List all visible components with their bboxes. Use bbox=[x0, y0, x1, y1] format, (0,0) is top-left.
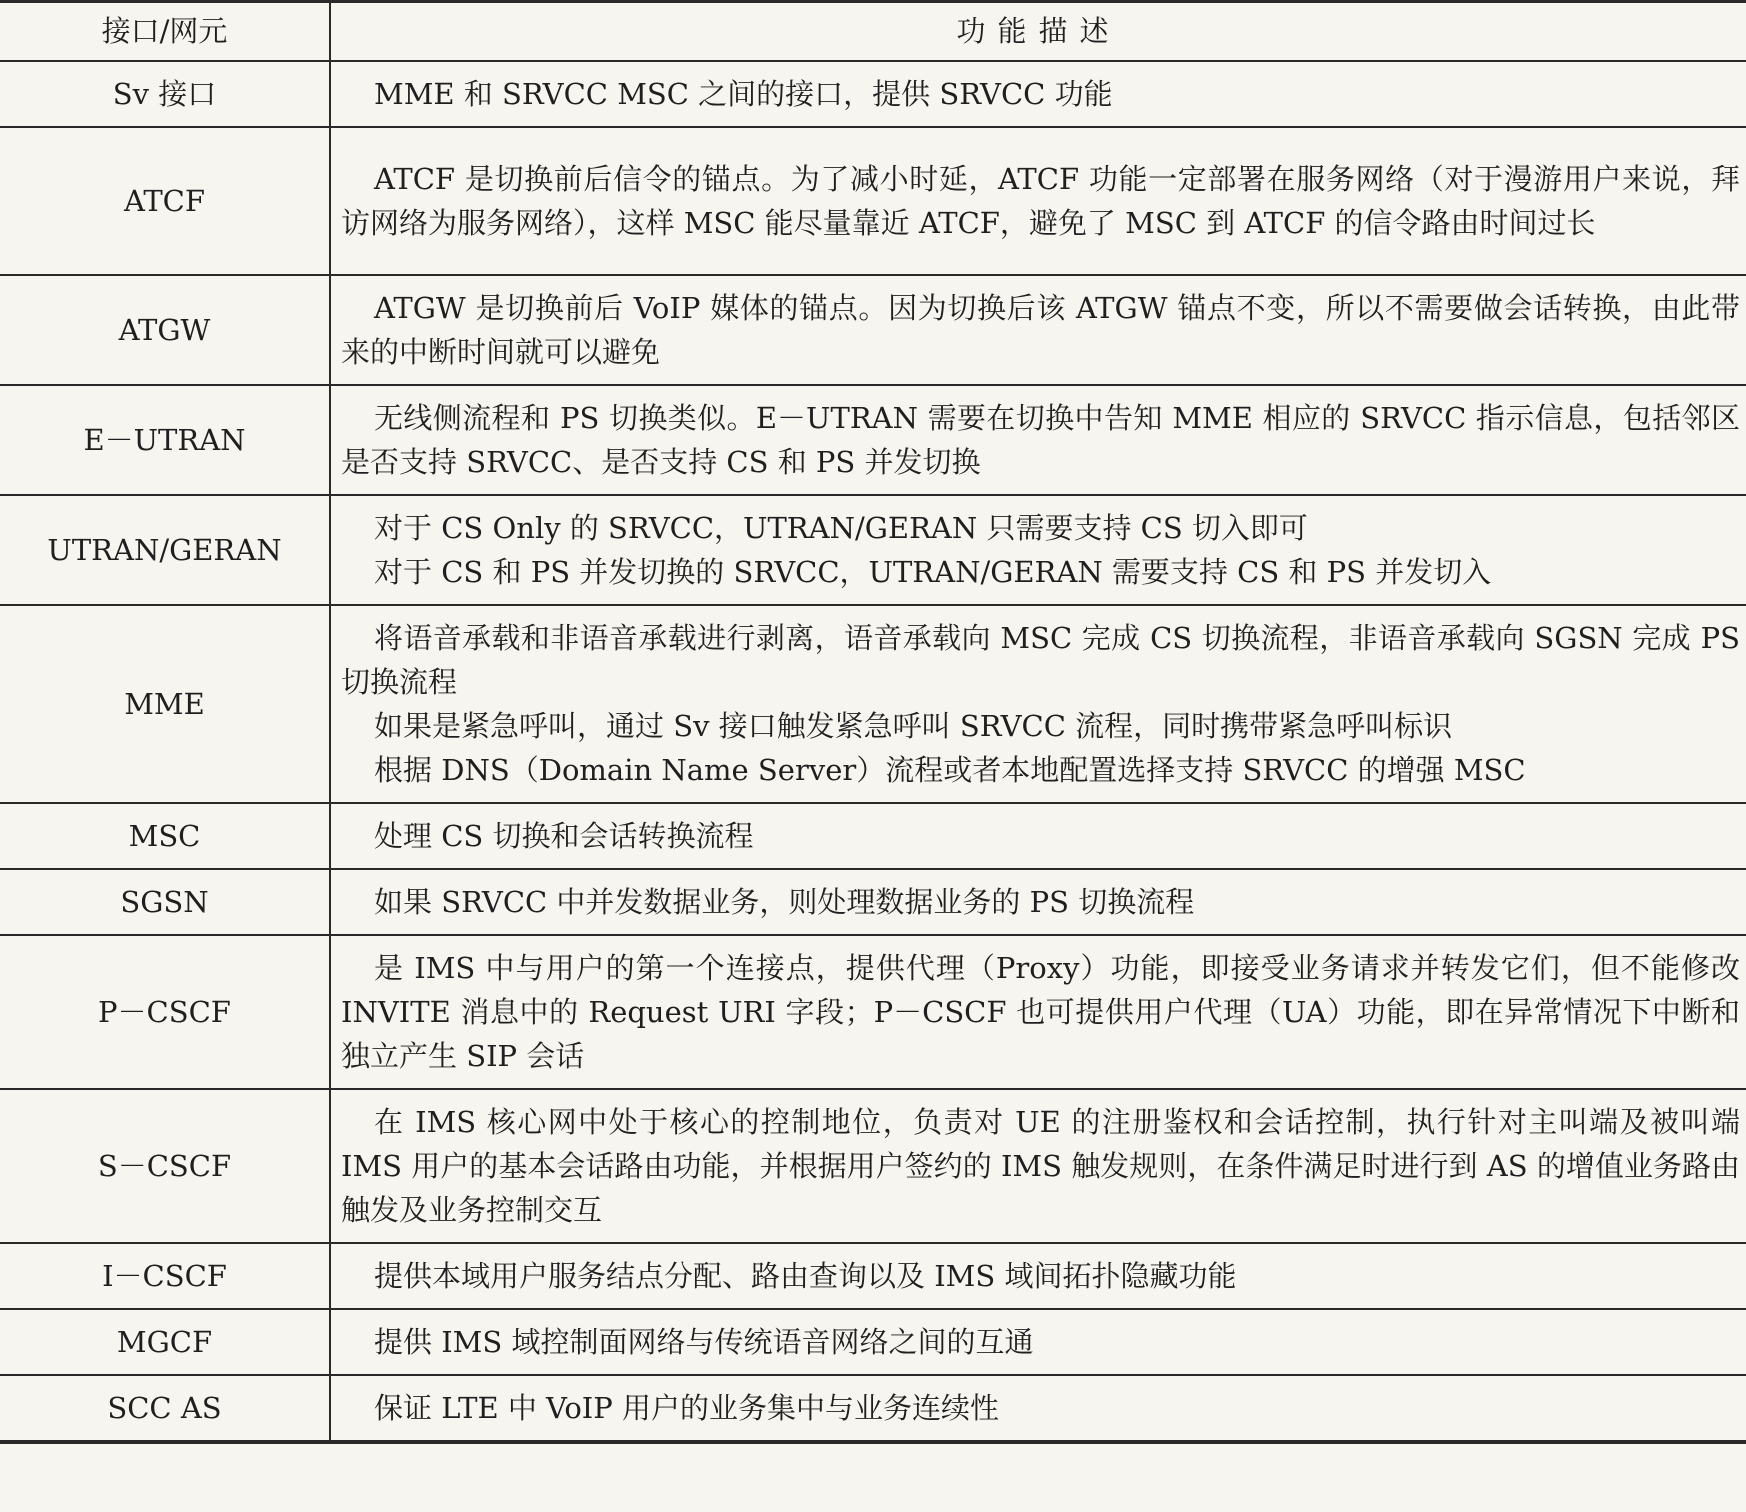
table-row bbox=[0, 495, 1746, 605]
cell-interface-element: SCC AS bbox=[0, 1375, 330, 1442]
table-row bbox=[0, 127, 1746, 275]
cell-interface-element: MSC bbox=[0, 803, 330, 869]
cell-function-description bbox=[330, 1375, 1746, 1442]
table-row bbox=[0, 1309, 1746, 1375]
cell-function-description bbox=[330, 605, 1746, 803]
table-row bbox=[0, 935, 1746, 1089]
description-paragraph: MME 和 SRVCC MSC 之间的接口，提供 SRVCC 功能 bbox=[374, 76, 1113, 111]
table-body bbox=[0, 61, 1746, 1442]
cell-interface-element: E－UTRAN bbox=[0, 385, 330, 495]
table-row bbox=[0, 1243, 1746, 1309]
cell-interface-element: S－CSCF bbox=[0, 1089, 330, 1243]
cell-interface-element: UTRAN/GERAN bbox=[0, 495, 330, 605]
table-row bbox=[0, 803, 1746, 869]
description-paragraph: 保证 LTE 中 VoIP 用户的业务集中与业务连续性 bbox=[374, 1390, 999, 1425]
description-paragraph: 将语音承载和非语音承载进行剥离，语音承载向 MSC 完成 CS 切换流程，非语音承载向 SGSN 完成 PS 切换流程 bbox=[341, 620, 1740, 699]
header-function-description: 功能描述 bbox=[330, 2, 1746, 61]
cell-function-description bbox=[330, 127, 1746, 275]
table-row bbox=[0, 869, 1746, 935]
cell-function-description bbox=[330, 385, 1746, 495]
description-paragraph: 无线侧流程和 PS 切换类似。E－UTRAN 需要在切换中告知 MME 相应的 SRVCC 指示信息，包括邻区是否支持 SRVCC、是否支持 CS 和 PS 并发切换 bbox=[341, 400, 1740, 479]
table-row bbox=[0, 1089, 1746, 1243]
description-paragraph: 对于 CS Only 的 SRVCC，UTRAN/GERAN 只需要支持 CS 切入即可 bbox=[374, 510, 1308, 545]
table-row bbox=[0, 61, 1746, 127]
cell-function-description bbox=[330, 61, 1746, 127]
description-paragraph: ATCF 是切换前后信令的锚点。为了减小时延，ATCF 功能一定部署在服务网络（对于漫游用户来说，拜访网络为服务网络），这样 MSC 能尽量靠近 ATCF，避免了 MSC 到 ATCF 的信令路由时间过长 bbox=[341, 161, 1740, 240]
cell-function-description bbox=[330, 869, 1746, 935]
table-row bbox=[0, 275, 1746, 385]
cell-interface-element: ATGW bbox=[0, 275, 330, 385]
table-row bbox=[0, 1375, 1746, 1442]
description-paragraph: 是 IMS 中与用户的第一个连接点，提供代理（Proxy）功能，即接受业务请求并转发它们，但不能修改 INVITE 消息中的 Request URI 字段；P－CSCF 也可提供用户代理（UA）功能，即在异常情况下中断和独立产生 SIP 会话 bbox=[341, 950, 1740, 1073]
header-interface-element: 接口/网元 bbox=[0, 2, 330, 61]
cell-function-description bbox=[330, 275, 1746, 385]
cell-function-description bbox=[330, 1243, 1746, 1309]
table-row bbox=[0, 605, 1746, 803]
cell-function-description bbox=[330, 935, 1746, 1089]
cell-function-description bbox=[330, 495, 1746, 605]
cell-function-description bbox=[330, 803, 1746, 869]
cell-interface-element: I－CSCF bbox=[0, 1243, 330, 1309]
description-paragraph: 提供 IMS 域控制面网络与传统语音网络之间的互通 bbox=[374, 1324, 1034, 1359]
description-paragraph: 如果是紧急呼叫，通过 Sv 接口触发紧急呼叫 SRVCC 流程，同时携带紧急呼叫标识 bbox=[374, 708, 1453, 743]
cell-interface-element: P－CSCF bbox=[0, 935, 330, 1089]
cell-interface-element: ATCF bbox=[0, 127, 330, 275]
cell-interface-element: Sv 接口 bbox=[0, 61, 330, 127]
description-paragraph: 对于 CS 和 PS 并发切换的 SRVCC，UTRAN/GERAN 需要支持 CS 和 PS 并发切入 bbox=[374, 554, 1492, 589]
cell-function-description bbox=[330, 1309, 1746, 1375]
cell-interface-element: MGCF bbox=[0, 1309, 330, 1375]
description-paragraph: ATGW 是切换前后 VoIP 媒体的锚点。因为切换后该 ATGW 锚点不变，所以不需要做会话转换，由此带来的中断时间就可以避免 bbox=[341, 290, 1740, 369]
cell-function-description bbox=[330, 1089, 1746, 1243]
cell-interface-element: SGSN bbox=[0, 869, 330, 935]
description-paragraph: 在 IMS 核心网中处于核心的控制地位，负责对 UE 的注册鉴权和会话控制，执行针对主叫端及被叫端 IMS 用户的基本会话路由功能，并根据用户签约的 IMS 触发规则，在条件满足时进行到 AS 的增值业务路由触发及业务控制交互 bbox=[341, 1104, 1740, 1227]
cell-interface-element: MME bbox=[0, 605, 330, 803]
description-paragraph: 如果 SRVCC 中并发数据业务，则处理数据业务的 PS 切换流程 bbox=[374, 884, 1195, 919]
description-paragraph: 处理 CS 切换和会话转换流程 bbox=[374, 818, 754, 853]
table-header-row bbox=[0, 2, 1746, 61]
description-paragraph: 提供本域用户服务结点分配、路由查询以及 IMS 域间拓扑隐藏功能 bbox=[374, 1258, 1237, 1293]
table-row bbox=[0, 385, 1746, 495]
description-paragraph: 根据 DNS（Domain Name Server）流程或者本地配置选择支持 SRVCC 的增强 MSC bbox=[374, 752, 1526, 787]
